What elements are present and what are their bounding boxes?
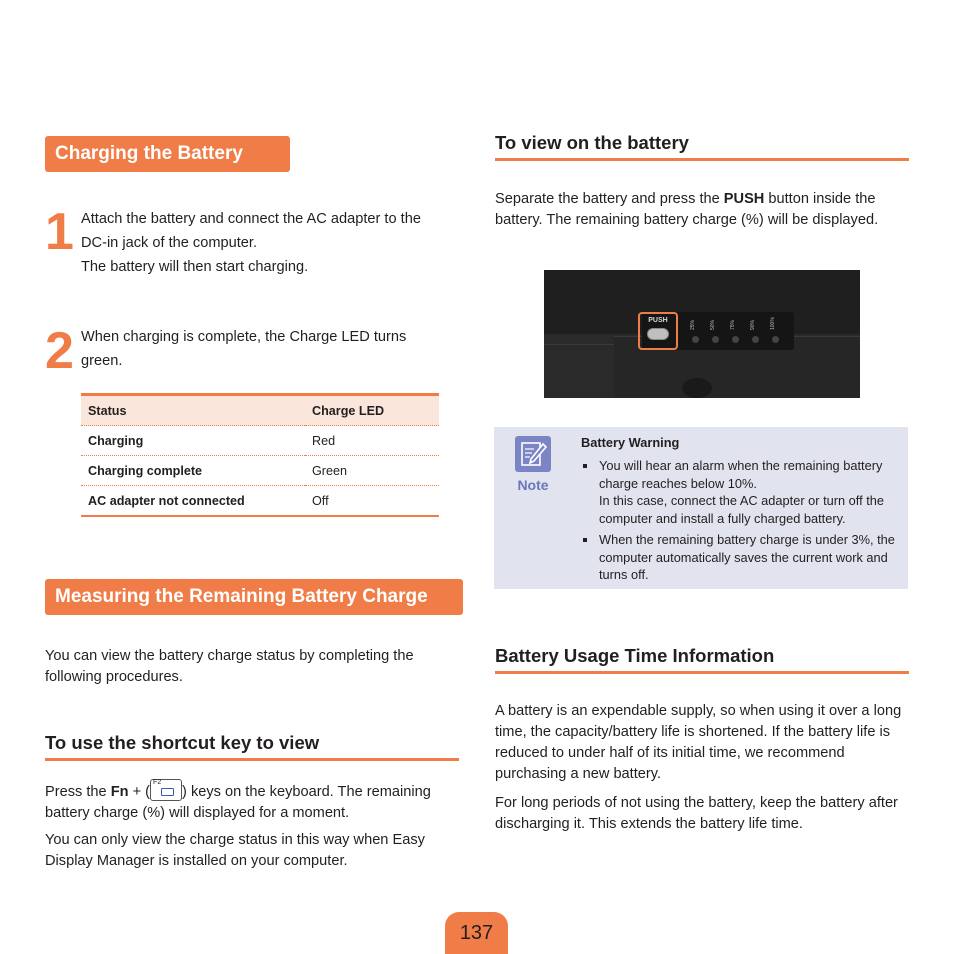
battery-view-text [495,189,905,231]
level-led [710,320,720,343]
note-item: When the remaining battery charge is under 3%, the computer automatically saves the current work and turns off. [581,531,899,584]
f2-key-label: F2 [153,779,162,786]
table-cell-led: Green [305,456,439,486]
table-row [81,426,439,456]
led-dot [712,336,719,343]
level-led-label: 90% [750,319,756,330]
battery-view-heading: To view on the battery [495,132,909,161]
note-item: You will hear an alarm when the remaining battery charge reaches below 10%. In this case, connect the AC adapter or turn off the computer and install a fully charged battery. [581,457,899,527]
note-title: Battery Warning [581,435,680,450]
table-header-led: Charge LED [305,395,439,426]
battery-glyph-icon [161,788,174,796]
usage-paragraph-1: A battery is an expendable supply, so when using it over a long time, the capacity/battery life is shortened. If the battery life is reduced to under half of its initial time, we recommend purchasing a new battery. [495,703,902,782]
note-box [494,427,908,589]
level-led [770,317,780,343]
step-1-number: 1 [45,203,74,261]
battery-view-pre: Separate the battery and press the [495,191,724,207]
level-led-label: 75% [730,319,736,330]
battery-photo-bump [682,378,712,398]
level-led-label: 25% [690,319,696,330]
table-header-status: Status [81,395,305,426]
table-cell-led: Red [305,426,439,456]
step-1-text [81,207,461,279]
level-led [690,320,700,343]
step-1-line-3: The battery will then start charging. [81,259,309,275]
shortcut-text-2: You can only view the charge status in this way when Easy Display Manager is installed on your computer. [45,832,425,869]
charging-heading: Charging the Battery [45,136,290,172]
led-dot [752,336,759,343]
battery-view-post: button inside the battery. The remaining battery charge (%) will be displayed. [495,191,879,228]
fn-key-label: Fn [110,784,129,800]
battery-photo-recess-step [544,336,614,345]
push-button-highlight [638,312,678,350]
table-cell-status: Charging [81,426,305,456]
level-led [750,320,760,343]
measuring-heading: Measuring the Remaining Battery Charge [45,579,463,615]
shortcut-text-post: ) keys on the keyboard. The remaining battery charge (%) will displayed for a moment. [45,784,431,821]
table-cell-status: AC adapter not connected [81,486,305,517]
step-1-line-1: Attach the battery and connect the AC adapter to the [81,211,421,227]
table-cell-led: Off [305,486,439,517]
f2-battery-key-icon [150,779,182,801]
battery-photo [544,270,860,398]
push-button [647,328,669,340]
level-led [730,320,740,343]
pencil-icon [515,436,551,472]
page-number: 137 [445,912,508,954]
step-2-line-2: green. [81,353,123,369]
step-2-number: 2 [45,322,74,380]
level-led-label: 50% [710,319,716,330]
table-cell-status: Charging complete [81,456,305,486]
led-dot [732,336,739,343]
measuring-text: You can view the battery charge status by completing the following procedures. [45,648,414,685]
push-button-label: PUSH [648,317,668,324]
step-2-text [81,325,461,373]
push-label-inline: PUSH [723,191,765,207]
shortcut-text-plus: + ( [128,784,151,800]
table-header-row [81,395,439,426]
note-label: Note [517,477,549,493]
shortcut-heading: To use the shortcut key to view [45,732,459,761]
shortcut-text [45,779,463,824]
usage-paragraph-2: For long periods of not using the battery, keep the battery after discharging it. This extends the battery life time. [495,795,898,832]
charge-led-table [81,393,439,517]
led-dot [772,336,779,343]
note-icon [515,436,551,472]
step-1-line-2: DC-in jack of the computer. [81,235,258,251]
usage-heading: Battery Usage Time Information [495,645,909,674]
table-row [81,456,439,486]
led-dot [692,336,699,343]
level-led-label: 100% [770,317,776,330]
table-row [81,486,439,517]
shortcut-text-pre: Press the [45,784,111,800]
note-list [581,457,899,588]
step-2-line-1: When charging is complete, the Charge LED turns [81,329,407,345]
